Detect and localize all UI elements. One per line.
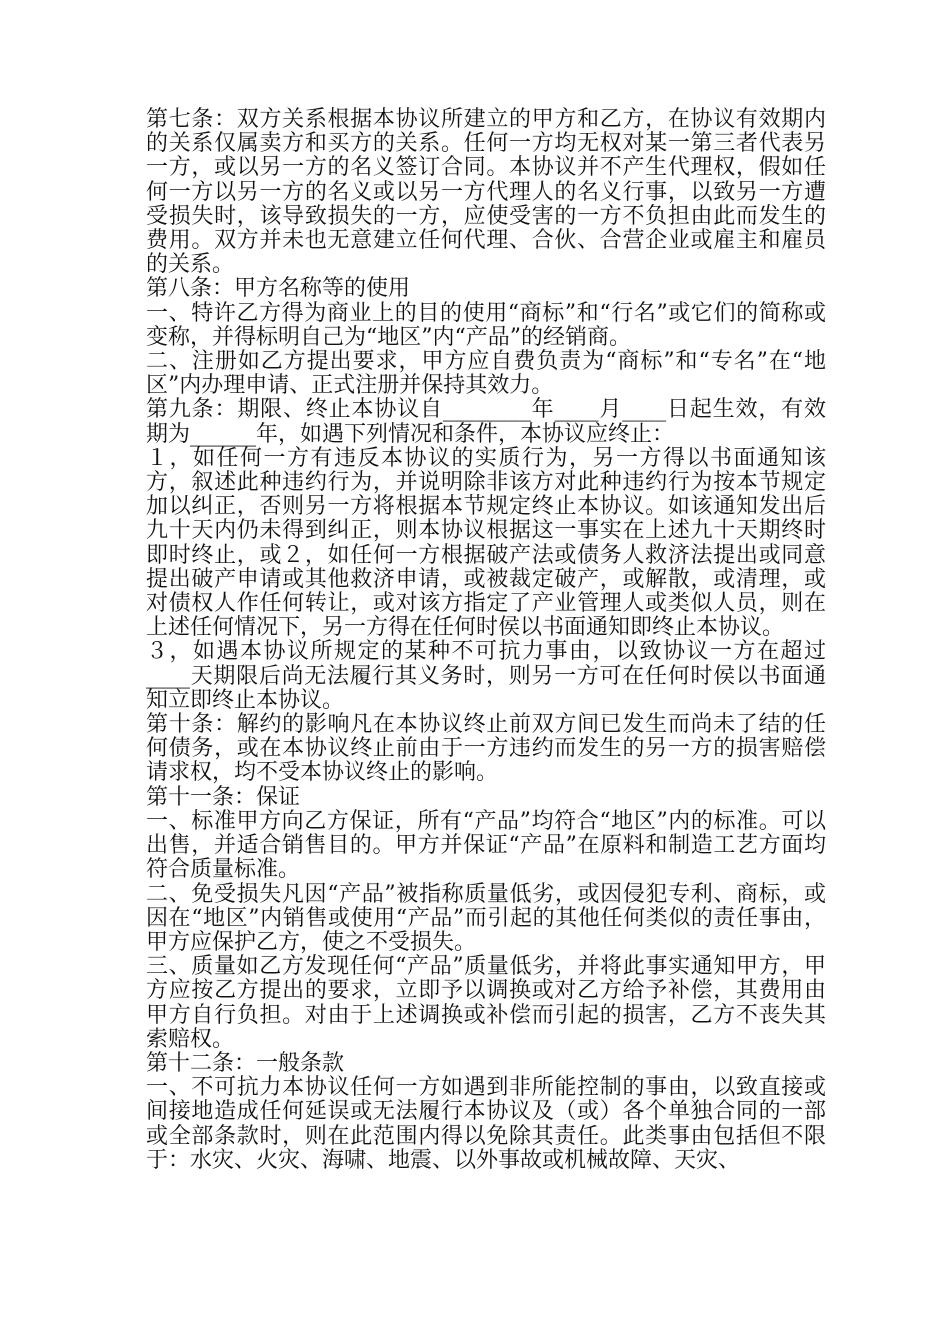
article-8-clause-2: 二、注册如乙方提出要求，甲方应自费负责为“商标”和“专名”在“地区”内办理申请、正式注册并保持其效力。 [146, 349, 826, 399]
document-body [146, 108, 826, 1173]
article-11-clause-2: 二、免受损失凡因“产品”被指称质量低劣，或因侵犯专利、商标，或因在“地区”内销售或使用“产品”而引起的其他任何类似的责任事由，甲方应保护乙方，使之不受损失。 [146, 881, 826, 955]
article-10-paragraph: 第十条：解约的影响凡在本协议终止前双方间已发生而尚未了结的任何债务，或在本协议终止前由于一方违约而发生的另一方的损害赔偿请求权，均不受本协议终止的影响。 [146, 712, 826, 786]
article-9-item-1-2: １，如任何一方有违反本协议的实质行为，另一方得以书面通知该方，叙述此种违约行为，并说明除非该方对此种违约行为按本节规定加以纠正，否则另一方将根据本节规定终止本协议。如该通知发出后九十天内仍未得到纠正，则本协议根据这一事实在上述九十天期终时即时终止，或２，如任何一方根据破产法或债务人救济法提出或同意提出破产申请或其他救济申请，或被裁定破产，或解散，或清理，或对债权人作任何转让，或对该方指定了产业管理人或类似人员，则在上述任何情况下，另一方得在任何时侯以书面通知即终止本协议。 [146, 445, 826, 641]
article-11-clause-3: 三、质量如乙方发现任何“产品”质量低劣，并将此事实通知甲方，甲方应按乙方提出的要求，立即予以调换或对乙方给予补偿，其费用由甲方自行负担。对由于上述调换或补偿而引起的损害，乙方不丧失其索赔权。 [146, 954, 826, 1052]
article-12-heading: 第十二条：一般条款 [146, 1050, 345, 1076]
article-11-clause-1: 一、标准甲方向乙方保证，所有“产品”均符合“地区”内的标准。可以出售，并适合销售目的。甲方并保证“产品”在原料和制造工艺方面均符合质量标准。 [146, 808, 826, 883]
article-8-clause-1: 一、特许乙方得为商业上的目的使用“商标”和“行名”或它们的简称或变称，并得标明自己为“地区”内“产品”的经销商。 [146, 300, 826, 350]
article-9-item-3: ３，如遇本协议所规定的某种不可抗力事由，以致协议一方在超过____天期限后尚无法履行其义务时，则另一方可在任何时侯以书面通知立即终止本协议。 [146, 639, 826, 713]
article-11-heading: 第十一条：保证 [146, 784, 301, 810]
article-7-paragraph: 第七条：双方关系根据本协议所建立的甲方和乙方，在协议有效期内的关系仅属卖方和买方的关系。任何一方均无权对某一第三者代表另一方，或以另一方的名义签订合同。本协议并不产生代理权，假如任何一方以另一方的名义或以另一方代理人的名义行事，以致另一方遭受损失时，该导致损失的一方，应使受害的一方不负担由此而发生的费用。双方并未也无意建立任何代理、合伙、合营企业或雇主和雇员的关系。 [146, 107, 826, 278]
article-12-clause-1: 一、不可抗力本协议任何一方如遇到非所能控制的事由，以致直接或间接地造成任何延误或无法履行本协议及（或）各个单独合同的一部或全部条款时，则在此范围内得以免除其责任。此类事由包括但不限于：水灾、火灾、海啸、地震、以外事故或机械故障、天灾、 [146, 1075, 826, 1173]
article-9-paragraph: 第九条：期限、终止本协议自________年____月____日起生效，有效期为______年，如遇下列情况和条件，本协议应终止： [146, 397, 826, 447]
article-8-heading: 第八条：甲方名称等的使用 [146, 276, 411, 302]
